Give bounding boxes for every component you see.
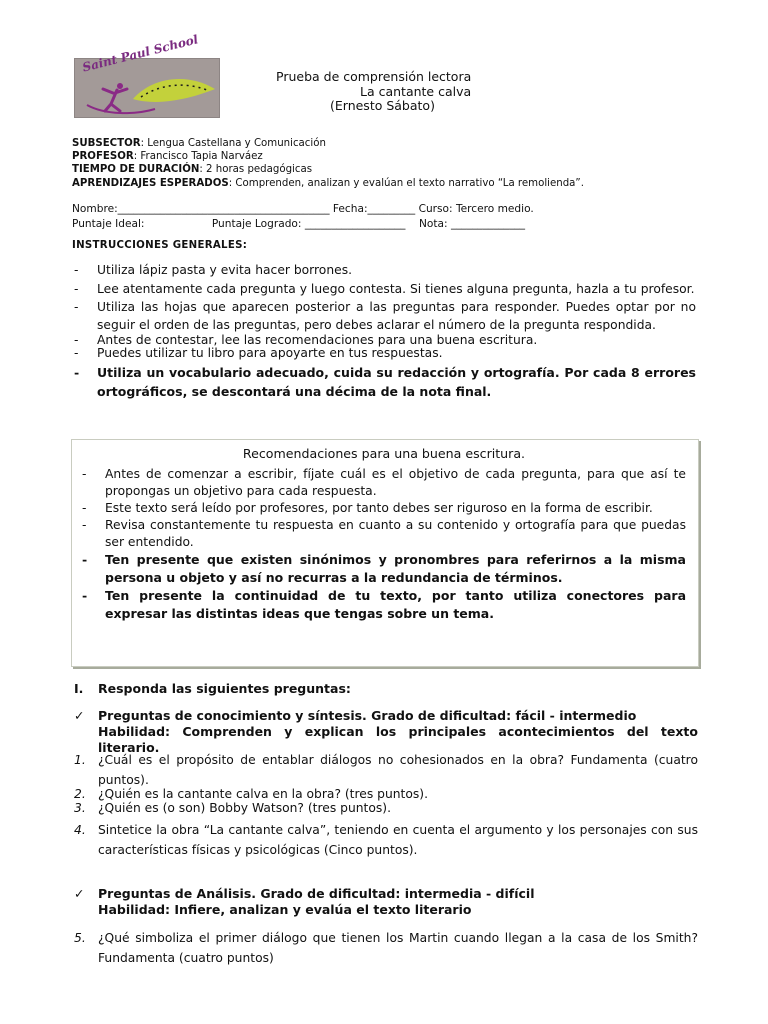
question-item: 5. ¿Qué simboliza el primer diálogo que tienen los Martin cuando llegan a la casa de los Smith? Fundamenta (cuatro puntos) (74, 931, 698, 965)
questions-list-1 (74, 750, 698, 860)
score-row[interactable]: Puntaje Ideal: Puntaje Logrado: ___________________ Nota: ______________ (72, 218, 526, 230)
duration-label: TIEMPO DE DURACIÓN (72, 164, 200, 176)
aprendizajes-value: : Comprenden, analizan y evalúan el texto narrativo “La remolienda”. (228, 177, 584, 189)
question-item: 2. ¿Quién es la cantante calva en la obra? (tres puntos). (74, 787, 429, 801)
list-item: - Utiliza lápiz pasta y evita hacer borrones. (74, 263, 353, 277)
profesor-line (72, 150, 712, 163)
list-item: - Este texto será leído por profesores, por tanto debes ser riguroso en la forma de escribir. (82, 501, 653, 515)
title-line-2: La cantante calva (360, 84, 472, 99)
questions-list-2 (74, 928, 698, 968)
question-group-2 (74, 886, 698, 918)
list-item: - Utiliza las hojas que aparecen posterior a las preguntas para responder. Puedes optar por no seguir el orden de las preguntas, pero debes aclarar el número de la pregunta respondida. (74, 299, 696, 332)
question-item: 1. ¿Cuál es el propósito de entablar diálogos no cohesionados en la obra? Fundamenta (cuatro puntos). (74, 753, 698, 787)
title-line-3: (Ernesto Sábato) (330, 98, 435, 113)
profesor-label: PROFESOR (72, 151, 134, 163)
list-item: - Revisa constantemente tu respuesta en cuanto a su contenido y ortografía para que puedas ser entendido. (82, 518, 686, 549)
student-info-row[interactable]: Nombre:________________________________________ Fecha:_________ Curso: Tercero medio. (72, 203, 534, 215)
section-number: I. (74, 681, 84, 696)
group-1-skill: Habilidad: Comprenden y explican los principales acontecimientos del texto literario. (98, 724, 698, 755)
duration-value: : 2 horas pedagógicas (199, 164, 313, 176)
aprendizajes-line (72, 177, 712, 190)
title-line-1: Prueba de comprensión lectora (276, 69, 472, 84)
logo-text: Saint Paul School (81, 32, 200, 75)
aprendizajes-label: APRENDIZAJES ESPERADOS (72, 177, 229, 189)
profesor-value: : Francisco Tapia Narváez (133, 151, 263, 163)
list-item: - Puedes utilizar tu libro para apoyarte en tus respuestas. (74, 346, 443, 360)
instructions-heading: INSTRUCCIONES GENERALES: (72, 240, 248, 251)
group-2-title: Preguntas de Análisis. Grado de dificultad: intermedia - difícil (98, 886, 535, 901)
instructions-list (74, 264, 696, 401)
subsector-line (72, 137, 712, 150)
question-item: 3. ¿Quién es (o son) Bobby Watson? (tres puntos). (74, 800, 392, 815)
checkmark-icon: ✓ (74, 708, 85, 723)
subsector-label: SUBSECTOR (72, 138, 141, 149)
checkmark-icon: ✓ (74, 886, 85, 901)
recommendations-title: Recomendaciones para una buena escritura. (242, 446, 526, 461)
list-item: - Ten presente que existen sinónimos y pronombres para referirnos a la misma persona u objeto y así no recurras a la redundancia de términos. (82, 552, 686, 585)
list-item: - Antes de comenzar a escribir, fíjate cuál es el objetivo de cada pregunta, para que así te propongas un objetivo para cada respuesta. (82, 467, 686, 498)
group-2-skill: Habilidad: Infiere, analizan y evalúa el texto literario (98, 902, 472, 917)
list-item: - Ten presente la continuidad de tu texto, por tanto utiliza conectores para expresar las distintas ideas que tengas sobre un tema. (82, 588, 686, 621)
school-logo (74, 32, 220, 118)
section-title: Responda las siguientes preguntas: (98, 681, 351, 696)
question-group-1 (74, 708, 698, 756)
group-1-title: Preguntas de conocimiento y síntesis. Grado de dificultad: fácil - intermedio (98, 708, 637, 723)
list-item: - Antes de contestar, lee las recomendaciones para una buena escritura. (74, 332, 538, 347)
subsector-value: : Lengua Castellana y Comunicación (140, 138, 326, 149)
header-info (72, 137, 712, 190)
recommendations-box (71, 439, 699, 667)
list-item: - Utiliza un vocabulario adecuado, cuida su redacción y ortografía. Por cada 8 errores ortográficos, se descontará una décima de la nota final. (74, 364, 696, 399)
question-item: 4. Sintetice la obra “La cantante calva”, teniendo en cuenta el argumento y los personajes con sus características físicas y psicológicas (Cinco puntos). (74, 823, 698, 857)
duration-line (72, 163, 712, 176)
list-item: - Lee atentamente cada pregunta y luego contesta. Si tienes alguna pregunta, hazla a tu profesor. (74, 281, 695, 296)
